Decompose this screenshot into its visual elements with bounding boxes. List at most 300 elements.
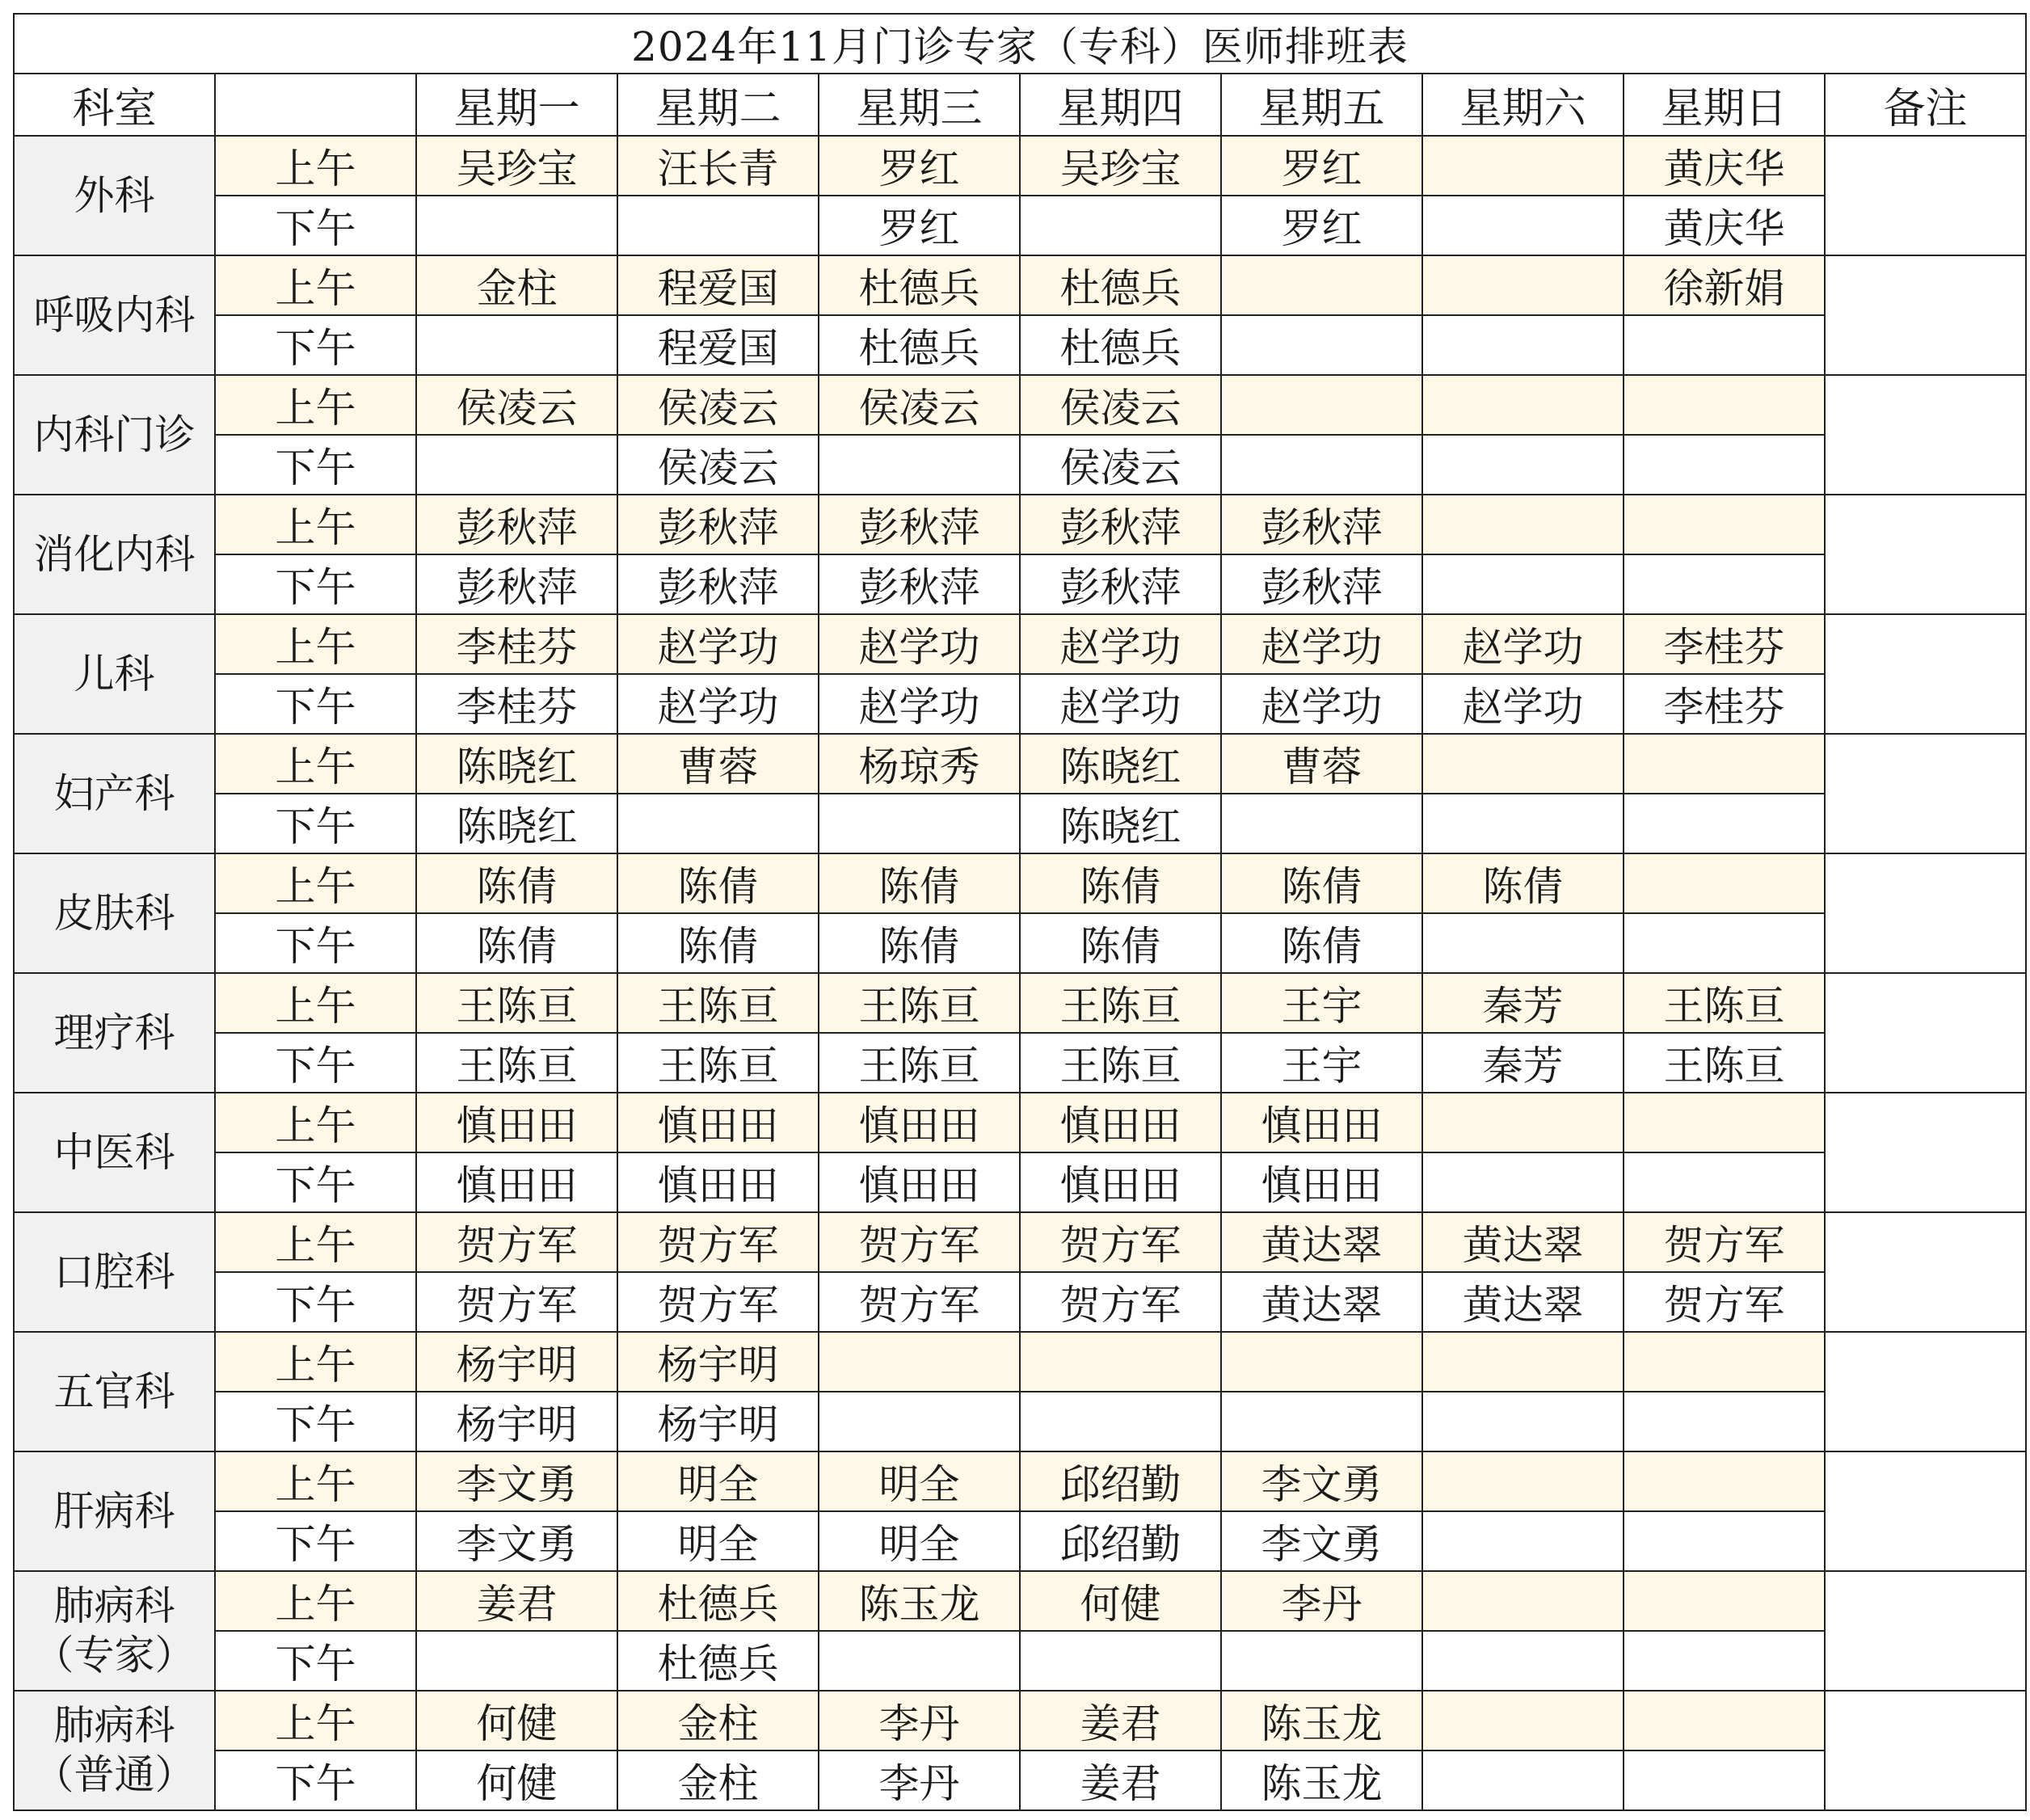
department-name: 肝病科 — [53, 1487, 175, 1535]
shift-cell-pm-mon — [416, 435, 617, 495]
shift-cell-pm-sun — [1624, 435, 1825, 495]
shift-cell-am-sun: 徐新娟 — [1624, 255, 1825, 315]
shift-cell-pm-tue: 陈倩 — [617, 913, 819, 973]
shift-cell-am-sat — [1422, 495, 1624, 554]
shift-cell-am-thu: 杜德兵 — [1020, 255, 1221, 315]
remark-cell — [1825, 734, 2026, 853]
dept-row-pm — [14, 1392, 2026, 1451]
dept-row-pm — [14, 913, 2026, 973]
shift-cell-am-fri: 赵学功 — [1221, 614, 1422, 674]
shift-cell-pm-thu — [1020, 1392, 1221, 1451]
shift-cell-am-sat — [1422, 734, 1624, 794]
header-day-sun: 星期日 — [1624, 74, 1825, 136]
shift-cell-am-tue: 彭秋萍 — [617, 495, 819, 554]
shift-cell-am-fri — [1221, 375, 1422, 435]
shift-cell-pm-sun — [1624, 1750, 1825, 1810]
shift-cell-am-fri: 黄达翠 — [1221, 1212, 1422, 1272]
shift-cell-am-wed: 陈玉龙 — [819, 1571, 1020, 1631]
shift-cell-pm-sun — [1624, 1631, 1825, 1691]
dept-row-am — [14, 734, 2026, 794]
shift-cell-pm-tue: 杨宇明 — [617, 1392, 819, 1451]
shift-cell-pm-sun — [1624, 794, 1825, 853]
shift-cell-pm-fri: 黄达翠 — [1221, 1272, 1422, 1332]
shift-cell-am-thu: 贺方军 — [1020, 1212, 1221, 1272]
period-label-pm: 下午 — [215, 1033, 416, 1093]
department-name: 儿科 — [74, 650, 155, 697]
shift-cell-am-wed: 杜德兵 — [819, 255, 1020, 315]
shift-cell-am-fri: 曹蓉 — [1221, 734, 1422, 794]
shift-cell-am-wed: 贺方军 — [819, 1212, 1020, 1272]
dept-row-pm — [14, 1750, 2026, 1810]
shift-cell-am-wed: 罗红 — [819, 136, 1020, 196]
dept-row-pm — [14, 196, 2026, 255]
shift-cell-am-mon: 侯凌云 — [416, 375, 617, 435]
department-name: 肺病科 — [53, 1582, 175, 1629]
header-day-mon: 星期一 — [416, 74, 617, 136]
shift-cell-am-sat: 陈倩 — [1422, 853, 1624, 913]
remark-cell — [1825, 136, 2026, 255]
dept-row-am — [14, 136, 2026, 196]
header-day-tue: 星期二 — [617, 74, 819, 136]
shift-cell-am-tue: 侯凌云 — [617, 375, 819, 435]
shift-cell-am-sun — [1624, 734, 1825, 794]
shift-cell-pm-fri — [1221, 1392, 1422, 1451]
shift-cell-pm-sat: 黄达翠 — [1422, 1272, 1624, 1332]
shift-cell-pm-fri: 陈倩 — [1221, 913, 1422, 973]
period-label-pm: 下午 — [215, 674, 416, 734]
shift-cell-am-wed: 王陈亘 — [819, 973, 1020, 1033]
shift-cell-pm-thu: 杜德兵 — [1020, 315, 1221, 375]
shift-cell-pm-wed — [819, 1631, 1020, 1691]
shift-cell-pm-wed: 彭秋萍 — [819, 554, 1020, 614]
remark-cell — [1825, 853, 2026, 973]
department-cell — [14, 614, 215, 734]
shift-cell-pm-mon — [416, 196, 617, 255]
department-cell — [14, 495, 215, 614]
shift-cell-pm-sat — [1422, 435, 1624, 495]
shift-cell-am-mon: 慎田田 — [416, 1093, 617, 1152]
period-label-pm: 下午 — [215, 1392, 416, 1451]
shift-cell-pm-thu: 侯凌云 — [1020, 435, 1221, 495]
shift-cell-pm-wed: 慎田田 — [819, 1152, 1020, 1212]
remark-cell — [1825, 255, 2026, 375]
shift-cell-am-sun — [1624, 853, 1825, 913]
shift-cell-pm-sat — [1422, 1750, 1624, 1810]
shift-cell-am-thu: 侯凌云 — [1020, 375, 1221, 435]
department-name: 口腔科 — [53, 1248, 175, 1295]
remark-cell — [1825, 1451, 2026, 1571]
shift-cell-pm-fri: 陈玉龙 — [1221, 1750, 1422, 1810]
shift-cell-pm-wed: 明全 — [819, 1511, 1020, 1571]
shift-cell-pm-sat — [1422, 554, 1624, 614]
shift-cell-pm-sat: 赵学功 — [1422, 674, 1624, 734]
shift-cell-pm-fri: 慎田田 — [1221, 1152, 1422, 1212]
department-cell — [14, 1212, 215, 1332]
shift-cell-pm-wed — [819, 435, 1020, 495]
shift-cell-am-sat: 黄达翠 — [1422, 1212, 1624, 1272]
shift-cell-am-fri — [1221, 255, 1422, 315]
dept-row-pm — [14, 1152, 2026, 1212]
shift-cell-pm-tue: 程爱国 — [617, 315, 819, 375]
shift-cell-am-mon: 贺方军 — [416, 1212, 617, 1272]
dept-row-am — [14, 255, 2026, 315]
shift-cell-pm-fri — [1221, 315, 1422, 375]
shift-cell-pm-mon: 李文勇 — [416, 1511, 617, 1571]
remark-cell — [1825, 614, 2026, 734]
shift-cell-am-mon: 陈倩 — [416, 853, 617, 913]
shift-cell-am-sun — [1624, 495, 1825, 554]
shift-cell-am-thu: 陈倩 — [1020, 853, 1221, 913]
shift-cell-pm-sun — [1624, 1511, 1825, 1571]
shift-cell-am-tue: 陈倩 — [617, 853, 819, 913]
shift-cell-am-mon: 金柱 — [416, 255, 617, 315]
department-cell — [14, 255, 215, 375]
shift-cell-pm-thu — [1020, 1631, 1221, 1691]
department-cell — [14, 375, 215, 495]
period-label-pm: 下午 — [215, 1631, 416, 1691]
shift-cell-am-thu: 陈晓红 — [1020, 734, 1221, 794]
shift-cell-am-wed: 赵学功 — [819, 614, 1020, 674]
shift-cell-am-thu — [1020, 1332, 1221, 1392]
shift-cell-am-mon: 杨宇明 — [416, 1332, 617, 1392]
dept-row-pm — [14, 1033, 2026, 1093]
period-label-am: 上午 — [215, 495, 416, 554]
shift-cell-pm-tue: 杜德兵 — [617, 1631, 819, 1691]
shift-cell-am-sun — [1624, 1571, 1825, 1631]
shift-cell-pm-sat — [1422, 913, 1624, 973]
shift-cell-am-tue: 汪长青 — [617, 136, 819, 196]
shift-cell-am-sun: 王陈亘 — [1624, 973, 1825, 1033]
shift-cell-pm-wed: 李丹 — [819, 1750, 1020, 1810]
period-label-am: 上午 — [215, 614, 416, 674]
header-remark: 备注 — [1825, 74, 2026, 136]
shift-cell-pm-fri: 王宇 — [1221, 1033, 1422, 1093]
shift-cell-pm-sun — [1624, 1392, 1825, 1451]
shift-cell-am-sun — [1624, 1093, 1825, 1152]
dept-row-am — [14, 973, 2026, 1033]
shift-cell-am-thu: 彭秋萍 — [1020, 495, 1221, 554]
period-label-am: 上午 — [215, 255, 416, 315]
dept-row-am — [14, 1571, 2026, 1631]
dept-row-am — [14, 495, 2026, 554]
shift-cell-pm-mon: 贺方军 — [416, 1272, 617, 1332]
department-name: 外科 — [74, 171, 155, 219]
shift-cell-pm-fri: 彭秋萍 — [1221, 554, 1422, 614]
shift-cell-am-tue: 王陈亘 — [617, 973, 819, 1033]
shift-cell-am-sat: 赵学功 — [1422, 614, 1624, 674]
shift-cell-pm-wed: 罗红 — [819, 196, 1020, 255]
shift-cell-pm-tue — [617, 196, 819, 255]
dept-row-pm — [14, 794, 2026, 853]
shift-cell-pm-tue — [617, 794, 819, 853]
header-day-wed: 星期三 — [819, 74, 1020, 136]
shift-cell-am-mon: 王陈亘 — [416, 973, 617, 1033]
header-day-sat: 星期六 — [1422, 74, 1624, 136]
shift-cell-am-fri: 王宇 — [1221, 973, 1422, 1033]
shift-cell-am-sat — [1422, 1451, 1624, 1511]
dept-row-am — [14, 1451, 2026, 1511]
period-label-pm: 下午 — [215, 554, 416, 614]
period-label-am: 上午 — [215, 375, 416, 435]
department-name: 皮肤科 — [53, 889, 175, 937]
shift-cell-pm-fri: 赵学功 — [1221, 674, 1422, 734]
remark-cell — [1825, 1212, 2026, 1332]
department-cell — [14, 1332, 215, 1451]
department-cell — [14, 1451, 215, 1571]
shift-cell-am-fri: 陈玉龙 — [1221, 1691, 1422, 1750]
department-cell — [14, 734, 215, 853]
shift-cell-pm-mon: 李桂芬 — [416, 674, 617, 734]
shift-cell-pm-mon — [416, 1631, 617, 1691]
department-cell — [14, 1691, 215, 1810]
shift-cell-pm-wed — [819, 1392, 1020, 1451]
period-label-pm: 下午 — [215, 1511, 416, 1571]
shift-cell-pm-thu — [1020, 196, 1221, 255]
shift-cell-am-thu: 何健 — [1020, 1571, 1221, 1631]
shift-cell-pm-sat — [1422, 315, 1624, 375]
shift-cell-am-mon: 彭秋萍 — [416, 495, 617, 554]
shift-cell-am-thu: 赵学功 — [1020, 614, 1221, 674]
shift-cell-pm-thu: 贺方军 — [1020, 1272, 1221, 1332]
dept-row-am — [14, 1212, 2026, 1272]
shift-cell-am-tue: 明全 — [617, 1451, 819, 1511]
shift-cell-am-mon: 吴珍宝 — [416, 136, 617, 196]
period-label-am: 上午 — [215, 734, 416, 794]
shift-cell-pm-sat — [1422, 794, 1624, 853]
shift-cell-am-fri: 陈倩 — [1221, 853, 1422, 913]
shift-cell-pm-tue: 贺方军 — [617, 1272, 819, 1332]
shift-cell-pm-tue: 明全 — [617, 1511, 819, 1571]
shift-cell-pm-wed — [819, 794, 1020, 853]
shift-cell-am-sat: 秦芳 — [1422, 973, 1624, 1033]
department-cell — [14, 1571, 215, 1691]
shift-cell-pm-thu: 赵学功 — [1020, 674, 1221, 734]
shift-cell-am-wed: 杨琼秀 — [819, 734, 1020, 794]
period-label-am: 上午 — [215, 1332, 416, 1392]
shift-cell-pm-thu: 姜君 — [1020, 1750, 1221, 1810]
table-title: 2024年11月门诊专家（专科）医师排班表 — [14, 14, 2026, 74]
period-label-am: 上午 — [215, 1093, 416, 1152]
department-subtitle: （普通） — [33, 1751, 196, 1798]
shift-cell-pm-wed: 贺方军 — [819, 1272, 1020, 1332]
shift-cell-am-fri: 李文勇 — [1221, 1451, 1422, 1511]
shift-cell-pm-thu: 王陈亘 — [1020, 1033, 1221, 1093]
shift-cell-am-wed: 彭秋萍 — [819, 495, 1020, 554]
shift-cell-am-fri: 慎田田 — [1221, 1093, 1422, 1152]
shift-cell-am-tue: 贺方军 — [617, 1212, 819, 1272]
shift-cell-am-sat — [1422, 375, 1624, 435]
shift-cell-am-wed: 明全 — [819, 1451, 1020, 1511]
period-label-pm: 下午 — [215, 435, 416, 495]
shift-cell-am-tue: 慎田田 — [617, 1093, 819, 1152]
shift-cell-am-mon: 李桂芬 — [416, 614, 617, 674]
period-label-pm: 下午 — [215, 1272, 416, 1332]
shift-cell-am-fri: 李丹 — [1221, 1571, 1422, 1631]
shift-cell-pm-sun — [1624, 1152, 1825, 1212]
dept-row-pm — [14, 315, 2026, 375]
shift-cell-pm-tue: 赵学功 — [617, 674, 819, 734]
period-label-pm: 下午 — [215, 1750, 416, 1810]
shift-cell-am-fri: 彭秋萍 — [1221, 495, 1422, 554]
period-label-am: 上午 — [215, 136, 416, 196]
shift-cell-am-sat — [1422, 1571, 1624, 1631]
shift-cell-pm-mon: 陈倩 — [416, 913, 617, 973]
shift-cell-am-mon: 李文勇 — [416, 1451, 617, 1511]
header-period — [215, 74, 416, 136]
department-subtitle: （专家） — [33, 1632, 196, 1679]
period-label-pm: 下午 — [215, 196, 416, 255]
shift-cell-pm-sat — [1422, 1392, 1624, 1451]
dept-row-pm — [14, 1272, 2026, 1332]
shift-cell-pm-mon — [416, 315, 617, 375]
period-label-am: 上午 — [215, 1691, 416, 1750]
period-label-am: 上午 — [215, 1451, 416, 1511]
shift-cell-pm-wed: 王陈亘 — [819, 1033, 1020, 1093]
shift-cell-am-sun: 黄庆华 — [1624, 136, 1825, 196]
schedule-table — [13, 13, 2027, 1811]
shift-cell-am-sat — [1422, 1332, 1624, 1392]
department-name: 五官科 — [53, 1367, 175, 1415]
period-label-pm: 下午 — [215, 794, 416, 853]
shift-cell-am-thu: 王陈亘 — [1020, 973, 1221, 1033]
department-cell — [14, 136, 215, 255]
shift-cell-am-sat — [1422, 255, 1624, 315]
shift-cell-am-tue: 曹蓉 — [617, 734, 819, 794]
shift-cell-pm-mon: 慎田田 — [416, 1152, 617, 1212]
shift-cell-pm-sun — [1624, 554, 1825, 614]
shift-cell-pm-fri: 罗红 — [1221, 196, 1422, 255]
shift-cell-am-wed: 慎田田 — [819, 1093, 1020, 1152]
shift-cell-pm-thu: 彭秋萍 — [1020, 554, 1221, 614]
shift-cell-pm-sun: 黄庆华 — [1624, 196, 1825, 255]
period-label-am: 上午 — [215, 853, 416, 913]
shift-cell-pm-mon: 陈晓红 — [416, 794, 617, 853]
shift-cell-pm-mon: 杨宇明 — [416, 1392, 617, 1451]
shift-cell-pm-tue: 侯凌云 — [617, 435, 819, 495]
header-row — [14, 74, 2026, 136]
shift-cell-pm-sun — [1624, 913, 1825, 973]
shift-cell-am-sun — [1624, 375, 1825, 435]
shift-cell-am-sun — [1624, 1691, 1825, 1750]
shift-cell-pm-fri: 李文勇 — [1221, 1511, 1422, 1571]
period-label-am: 上午 — [215, 973, 416, 1033]
shift-cell-pm-thu: 陈倩 — [1020, 913, 1221, 973]
shift-cell-am-mon: 陈晓红 — [416, 734, 617, 794]
shift-cell-pm-tue: 慎田田 — [617, 1152, 819, 1212]
shift-cell-am-thu: 吴珍宝 — [1020, 136, 1221, 196]
remark-cell — [1825, 495, 2026, 614]
shift-cell-am-fri: 罗红 — [1221, 136, 1422, 196]
shift-cell-pm-sun: 贺方军 — [1624, 1272, 1825, 1332]
shift-cell-am-thu: 姜君 — [1020, 1691, 1221, 1750]
shift-cell-pm-sat — [1422, 1511, 1624, 1571]
shift-cell-am-fri — [1221, 1332, 1422, 1392]
remark-cell — [1825, 1691, 2026, 1810]
shift-cell-am-wed — [819, 1332, 1020, 1392]
shift-cell-pm-thu: 邱绍勤 — [1020, 1511, 1221, 1571]
shift-cell-am-mon: 姜君 — [416, 1571, 617, 1631]
shift-cell-pm-wed: 杜德兵 — [819, 315, 1020, 375]
dept-row-am — [14, 1093, 2026, 1152]
period-label-pm: 下午 — [215, 1152, 416, 1212]
dept-row-am — [14, 1691, 2026, 1750]
shift-cell-pm-tue: 彭秋萍 — [617, 554, 819, 614]
shift-cell-am-sun — [1624, 1451, 1825, 1511]
shift-cell-pm-fri — [1221, 1631, 1422, 1691]
dept-row-am — [14, 1332, 2026, 1392]
dept-row-am — [14, 375, 2026, 435]
shift-cell-am-wed: 侯凌云 — [819, 375, 1020, 435]
shift-cell-am-tue: 金柱 — [617, 1691, 819, 1750]
shift-cell-am-mon: 何健 — [416, 1691, 617, 1750]
department-cell — [14, 1093, 215, 1212]
dept-row-pm — [14, 435, 2026, 495]
header-day-fri: 星期五 — [1221, 74, 1422, 136]
department-cell — [14, 853, 215, 973]
shift-cell-am-thu: 邱绍勤 — [1020, 1451, 1221, 1511]
period-label-am: 上午 — [215, 1212, 416, 1272]
shift-cell-pm-wed: 赵学功 — [819, 674, 1020, 734]
shift-cell-pm-tue: 王陈亘 — [617, 1033, 819, 1093]
shift-cell-pm-thu: 陈晓红 — [1020, 794, 1221, 853]
shift-cell-am-thu: 慎田田 — [1020, 1093, 1221, 1152]
shift-cell-pm-mon: 何健 — [416, 1750, 617, 1810]
shift-cell-pm-sat — [1422, 196, 1624, 255]
department-name: 呼吸内科 — [33, 291, 196, 339]
shift-cell-pm-fri — [1221, 794, 1422, 853]
dept-row-pm — [14, 1631, 2026, 1691]
shift-cell-pm-mon: 彭秋萍 — [416, 554, 617, 614]
shift-cell-am-wed: 李丹 — [819, 1691, 1020, 1750]
period-label-pm: 下午 — [215, 315, 416, 375]
remark-cell — [1825, 1093, 2026, 1212]
dept-row-am — [14, 614, 2026, 674]
dept-row-pm — [14, 1511, 2026, 1571]
shift-cell-pm-wed: 陈倩 — [819, 913, 1020, 973]
shift-cell-pm-sun: 李桂芬 — [1624, 674, 1825, 734]
shift-cell-pm-sun — [1624, 315, 1825, 375]
shift-cell-am-sat — [1422, 1691, 1624, 1750]
department-cell — [14, 973, 215, 1093]
header-dept: 科室 — [14, 74, 215, 136]
department-name: 肺病科 — [53, 1702, 175, 1749]
shift-cell-am-sun — [1624, 1332, 1825, 1392]
remark-cell — [1825, 1571, 2026, 1691]
shift-cell-pm-sat — [1422, 1152, 1624, 1212]
shift-cell-am-sun: 贺方军 — [1624, 1212, 1825, 1272]
period-label-am: 上午 — [215, 1571, 416, 1631]
header-day-thu: 星期四 — [1020, 74, 1221, 136]
shift-cell-am-tue: 杜德兵 — [617, 1571, 819, 1631]
shift-cell-pm-sat: 秦芳 — [1422, 1033, 1624, 1093]
shift-cell-am-sat — [1422, 136, 1624, 196]
department-name: 内科门诊 — [33, 411, 196, 458]
shift-cell-pm-sat — [1422, 1631, 1624, 1691]
shift-cell-am-sun: 李桂芬 — [1624, 614, 1825, 674]
dept-row-pm — [14, 554, 2026, 614]
department-name: 消化内科 — [33, 530, 196, 578]
shift-cell-am-tue: 杨宇明 — [617, 1332, 819, 1392]
department-name: 理疗科 — [53, 1009, 175, 1056]
remark-cell — [1825, 973, 2026, 1093]
shift-cell-am-tue: 程爱国 — [617, 255, 819, 315]
shift-cell-am-sat — [1422, 1093, 1624, 1152]
department-name: 妇产科 — [53, 769, 175, 817]
period-label-pm: 下午 — [215, 913, 416, 973]
shift-cell-am-wed: 陈倩 — [819, 853, 1020, 913]
shift-cell-pm-mon: 王陈亘 — [416, 1033, 617, 1093]
shift-cell-pm-tue: 金柱 — [617, 1750, 819, 1810]
